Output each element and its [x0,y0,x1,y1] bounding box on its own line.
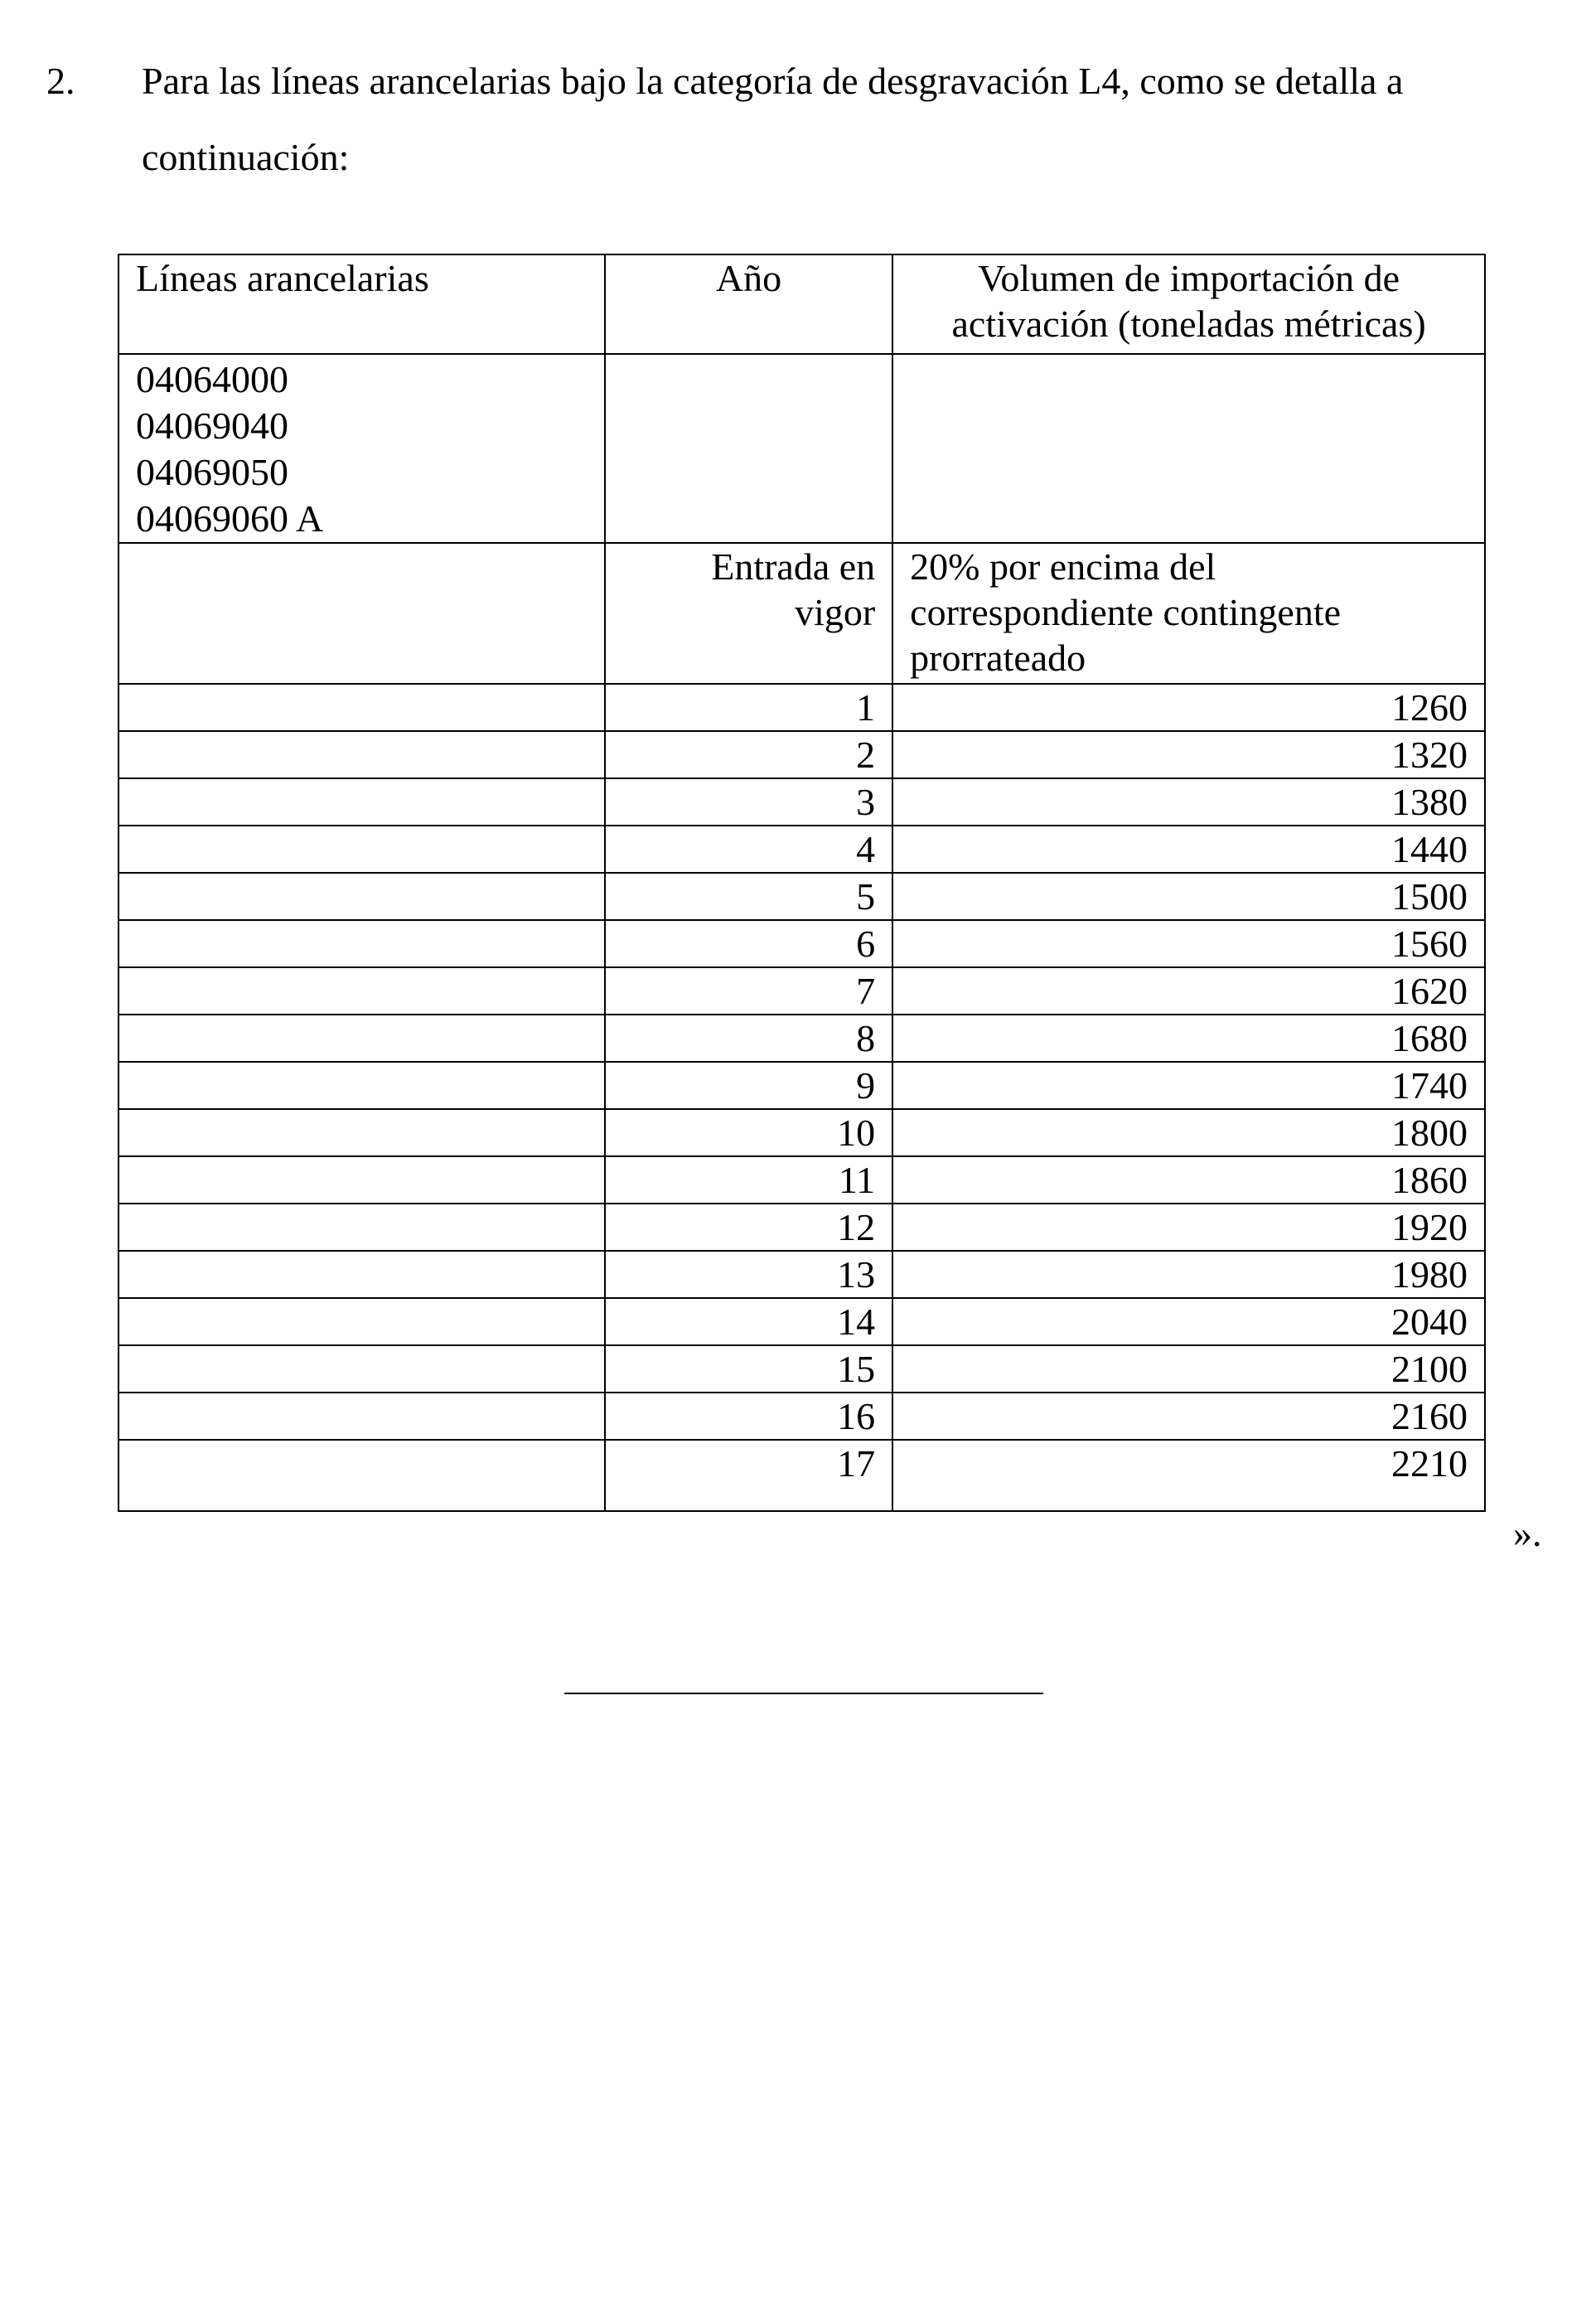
table-row [118,826,1485,873]
paragraph-text: Para las líneas arancelarias bajo la categoría de desgravación L4, como se detalla a continuación: [142,60,1404,178]
entry-into-force-volume: 20% por encima del correspondiente contingente prorrateado [892,543,1485,684]
header-year: Año [605,254,892,354]
paragraph-number: 2. [46,60,75,102]
year-cell: 14 [605,1298,892,1345]
volume-cell: 1320 [892,731,1485,778]
year-cell: 5 [605,873,892,920]
year-cell: 17 [605,1440,892,1511]
volume-cell: 1680 [892,1015,1485,1062]
tariff-code: 04069060 A [136,497,324,540]
tariff-table [118,254,1486,1512]
empty-cell [118,826,605,873]
tariff-code: 04069040 [136,404,288,447]
empty-cell [118,1062,605,1109]
tariff-code: 04064000 [136,358,288,400]
empty-cell [118,1251,605,1298]
entry-into-force-row [118,543,1485,684]
volume-cell: 1740 [892,1062,1485,1109]
year-cell: 12 [605,1204,892,1251]
empty-cell [118,778,605,826]
empty-cell [118,543,605,684]
year-cell: 9 [605,1062,892,1109]
table-row [118,1251,1485,1298]
empty-cell [118,1393,605,1440]
table-row [118,920,1485,967]
separator-line [564,1693,1043,1694]
entry-into-force-label: Entrada en vigor [605,543,892,684]
empty-cell [892,354,1485,543]
table-row [118,1062,1485,1109]
volume-cell: 1380 [892,778,1485,826]
volume-cell: 1500 [892,873,1485,920]
empty-cell [118,873,605,920]
empty-cell [118,1204,605,1251]
table-row [118,1393,1485,1440]
empty-cell [118,1298,605,1345]
empty-cell [118,920,605,967]
year-cell: 7 [605,967,892,1015]
tariff-codes-row [118,354,1485,543]
empty-cell [118,1440,605,1511]
tariff-code: 04069050 [136,451,288,493]
table-row [118,1345,1485,1393]
volume-cell: 2210 [892,1440,1485,1511]
header-import-volume: Volumen de importación de activación (toneladas métricas) [892,254,1485,354]
volume-cell: 1800 [892,1109,1485,1156]
volume-cell: 1920 [892,1204,1485,1251]
volume-cell: 1560 [892,920,1485,967]
year-cell: 8 [605,1015,892,1062]
table-header-row [118,254,1485,354]
volume-cell: 1980 [892,1251,1485,1298]
year-cell: 16 [605,1393,892,1440]
volume-cell: 2040 [892,1298,1485,1345]
empty-cell [118,684,605,731]
year-cell: 13 [605,1251,892,1298]
year-cell: 15 [605,1345,892,1393]
year-cell: 11 [605,1156,892,1204]
year-cell: 2 [605,731,892,778]
empty-cell [118,1109,605,1156]
table-row [118,684,1485,731]
empty-cell [118,1156,605,1204]
table-row [118,1298,1485,1345]
table-row [118,1156,1485,1204]
volume-cell: 1260 [892,684,1485,731]
closing-quote-mark: ». [1513,1512,1542,1554]
volume-cell: 1860 [892,1156,1485,1204]
empty-cell [118,731,605,778]
table-row [118,778,1485,826]
tariff-codes-cell [118,354,605,543]
year-cell: 10 [605,1109,892,1156]
volume-cell: 2160 [892,1393,1485,1440]
empty-cell [118,1345,605,1393]
table-row [118,1015,1485,1062]
empty-cell [118,967,605,1015]
year-cell: 1 [605,684,892,731]
volume-cell: 1620 [892,967,1485,1015]
year-cell: 4 [605,826,892,873]
table-row [118,1109,1485,1156]
table-row [118,873,1485,920]
empty-cell [605,354,892,543]
volume-cell: 1440 [892,826,1485,873]
table-row [118,967,1485,1015]
table-row [118,1440,1485,1511]
year-cell: 3 [605,778,892,826]
volume-cell: 2100 [892,1345,1485,1393]
table-row [118,731,1485,778]
table-row [118,1204,1485,1251]
empty-cell [118,1015,605,1062]
year-cell: 6 [605,920,892,967]
header-tariff-lines: Líneas arancelarias [118,254,605,354]
